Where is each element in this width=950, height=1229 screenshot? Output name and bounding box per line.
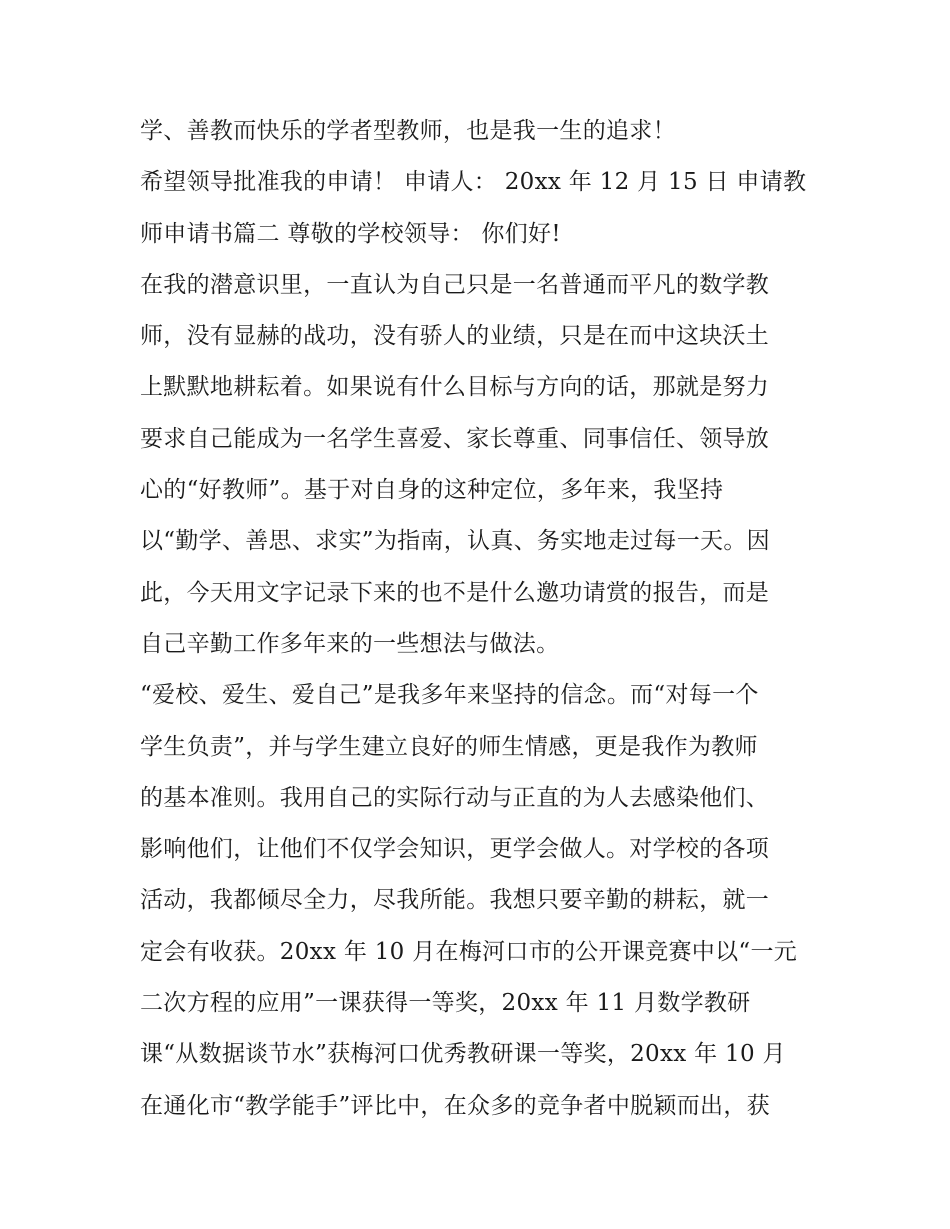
text-line: 二次方程的应用”一课获得一等奖，20xx 年 11 月数学教研 bbox=[140, 990, 751, 1017]
text-line: 心的“好教师”。基于对自身的这种定位，多年来，我坚持 bbox=[140, 477, 724, 504]
text-line: 师申请书篇二 尊敬的学校领导： 你们好! bbox=[140, 220, 561, 247]
document-body bbox=[140, 106, 820, 1132]
text-line: 影响他们，让他们不仅学会知识，更学会做人。对学校的各项 bbox=[140, 836, 770, 863]
text-line: 上默默地耕耘着。如果说有什么目标与方向的话，那就是努力 bbox=[140, 374, 770, 401]
text-line: 定会有收获。20xx 年 10 月在梅河口市的公开课竞赛中以“一元 bbox=[140, 938, 798, 965]
text-line: 学生负责”，并与学生建立良好的师生情感，更是我作为教师 bbox=[140, 733, 758, 760]
text-line: 希望领导批准我的申请！ 申请人： 20xx 年 12 月 15 日 申请教 bbox=[140, 169, 807, 196]
text-line: 师，没有显赫的战功，没有骄人的业绩，只是在而中这块沃土 bbox=[140, 323, 770, 350]
text-line: “爱校、爱生、爱自己”是我多年来坚持的信念。而“对每一个 bbox=[140, 682, 759, 709]
text-line: 活动，我都倾尽全力，尽我所能。我想只要辛勤的耕耘，就一 bbox=[140, 887, 770, 914]
text-line: 学、善教而快乐的学者型教师，也是我一生的追求！ bbox=[140, 118, 676, 144]
text-line: 此，今天用文字记录下来的也不是什么邀功请赏的报告，而是 bbox=[140, 579, 770, 606]
text-line: 要求自己能成为一名学生喜爱、家长尊重、同事信任、领导放 bbox=[140, 425, 770, 452]
text-line: 课“从数据谈节水”获梅河口优秀教研课一等奖，20xx 年 10 月 bbox=[140, 1041, 786, 1068]
text-line: 以“勤学、善思、求实”为指南，认真、务实地走过每一天。因 bbox=[140, 528, 770, 555]
text-line: 自己辛勤工作多年来的一些想法与做法。 bbox=[140, 630, 560, 657]
text-line: 在我的潜意识里，一直认为自己只是一名普通而平凡的数学教 bbox=[140, 271, 770, 298]
text-line: 的基本准则。我用自己的实际行动与正直的为人去感染他们、 bbox=[140, 784, 770, 811]
text-line: 在通化市“教学能手”评比中，在众多的竞争者中脱颖而出，获 bbox=[140, 1092, 770, 1119]
